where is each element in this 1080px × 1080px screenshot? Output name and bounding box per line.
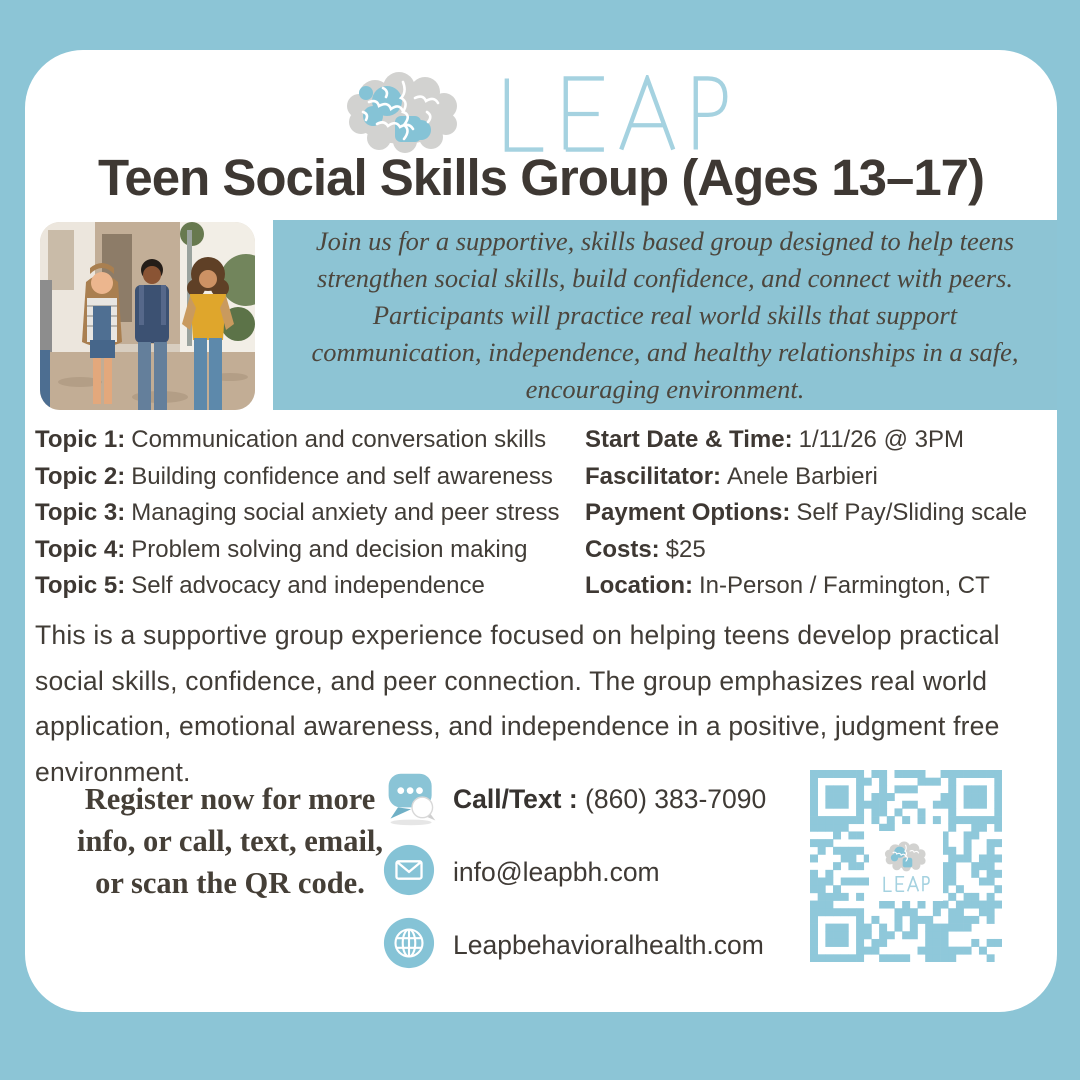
- detail-label: Location:: [585, 572, 693, 599]
- phone-number: (860) 383-7090: [585, 783, 767, 814]
- detail-label: Fascilitator:: [585, 462, 722, 490]
- topic-label: Topic 3:: [35, 499, 126, 526]
- topic-label: Topic 4:: [35, 535, 126, 563]
- detail-label: Start Date & Time:: [585, 426, 793, 453]
- topic-item: Topic 5: Self advocacy and independence: [35, 572, 485, 599]
- teens-photo-illustration: [40, 222, 255, 410]
- intro-panel: [273, 220, 1057, 410]
- page-title: Teen Social Skills Group (Ages 13–17): [97, 149, 985, 206]
- contact-list: [381, 770, 781, 989]
- intro-text: Join us for a supportive, skills based group designed to help teens strengthen social skills, build confidence, and connect with peers. Participants will practice real world skills that support communication, independence, and healthy relationships in a safe, encouraging environment.: [311, 225, 1019, 404]
- leap-wordmark: [487, 75, 739, 153]
- detail-item: Start Date & Time: 1/11/26 @ 3PM: [585, 426, 964, 453]
- qr-wordmark: [880, 876, 932, 892]
- phone-label: Call/Text :: [453, 783, 578, 814]
- register-cta-text: Register now for more info, or call, text, email, or scan the QR code.: [76, 782, 384, 900]
- topic-label: Topic 2:: [35, 462, 126, 490]
- contact-row-website: [381, 916, 781, 974]
- topic-item: Topic 1: Communication and conversation skills: [35, 426, 547, 453]
- flyer-card: [25, 50, 1057, 1012]
- topic-item: Topic 3: Managing social anxiety and peer stress: [35, 499, 560, 526]
- website-url: Leapbehavioralhealth.com: [453, 929, 764, 960]
- detail-label: Payment Options:: [585, 499, 791, 526]
- leap-brain-puzzle-icon: [343, 68, 465, 160]
- contact-row-phone: [381, 770, 781, 828]
- detail-label: Costs:: [585, 535, 660, 563]
- description-text: This is a supportive group experience focused on helping teens develop practical social skills, confidence, and peer connection. The group emphasizes real world application, emotional awareness, and independence in a positive, judgment free environment.: [35, 620, 1000, 787]
- qr-code: [810, 770, 1002, 962]
- topic-item: Topic 4: Problem solving and decision making: [35, 535, 528, 563]
- detail-item: Costs: $25: [585, 535, 706, 563]
- qr-leap-logo: [869, 831, 943, 901]
- hero-row: [40, 220, 1057, 410]
- qr-brain-icon: [883, 840, 929, 874]
- globe-icon: [381, 916, 443, 974]
- detail-item: Payment Options: Self Pay/Sliding scale: [585, 499, 1028, 526]
- email-icon: [381, 843, 443, 901]
- detail-item: Location: In-Person / Farmington, CT: [585, 572, 990, 599]
- topic-label: Topic 5:: [35, 572, 126, 599]
- email-address: info@leapbh.com: [453, 856, 660, 887]
- chat-icon: [381, 770, 443, 828]
- contact-row-email: [381, 843, 781, 901]
- topics-list: [35, 422, 580, 605]
- teens-photo: [40, 222, 255, 410]
- detail-item: Fascilitator: Anele Barbieri: [585, 462, 878, 490]
- topic-label: Topic 1:: [35, 426, 126, 453]
- details-list: [585, 422, 1049, 605]
- topic-item: Topic 2: Building confidence and self awareness: [35, 462, 553, 490]
